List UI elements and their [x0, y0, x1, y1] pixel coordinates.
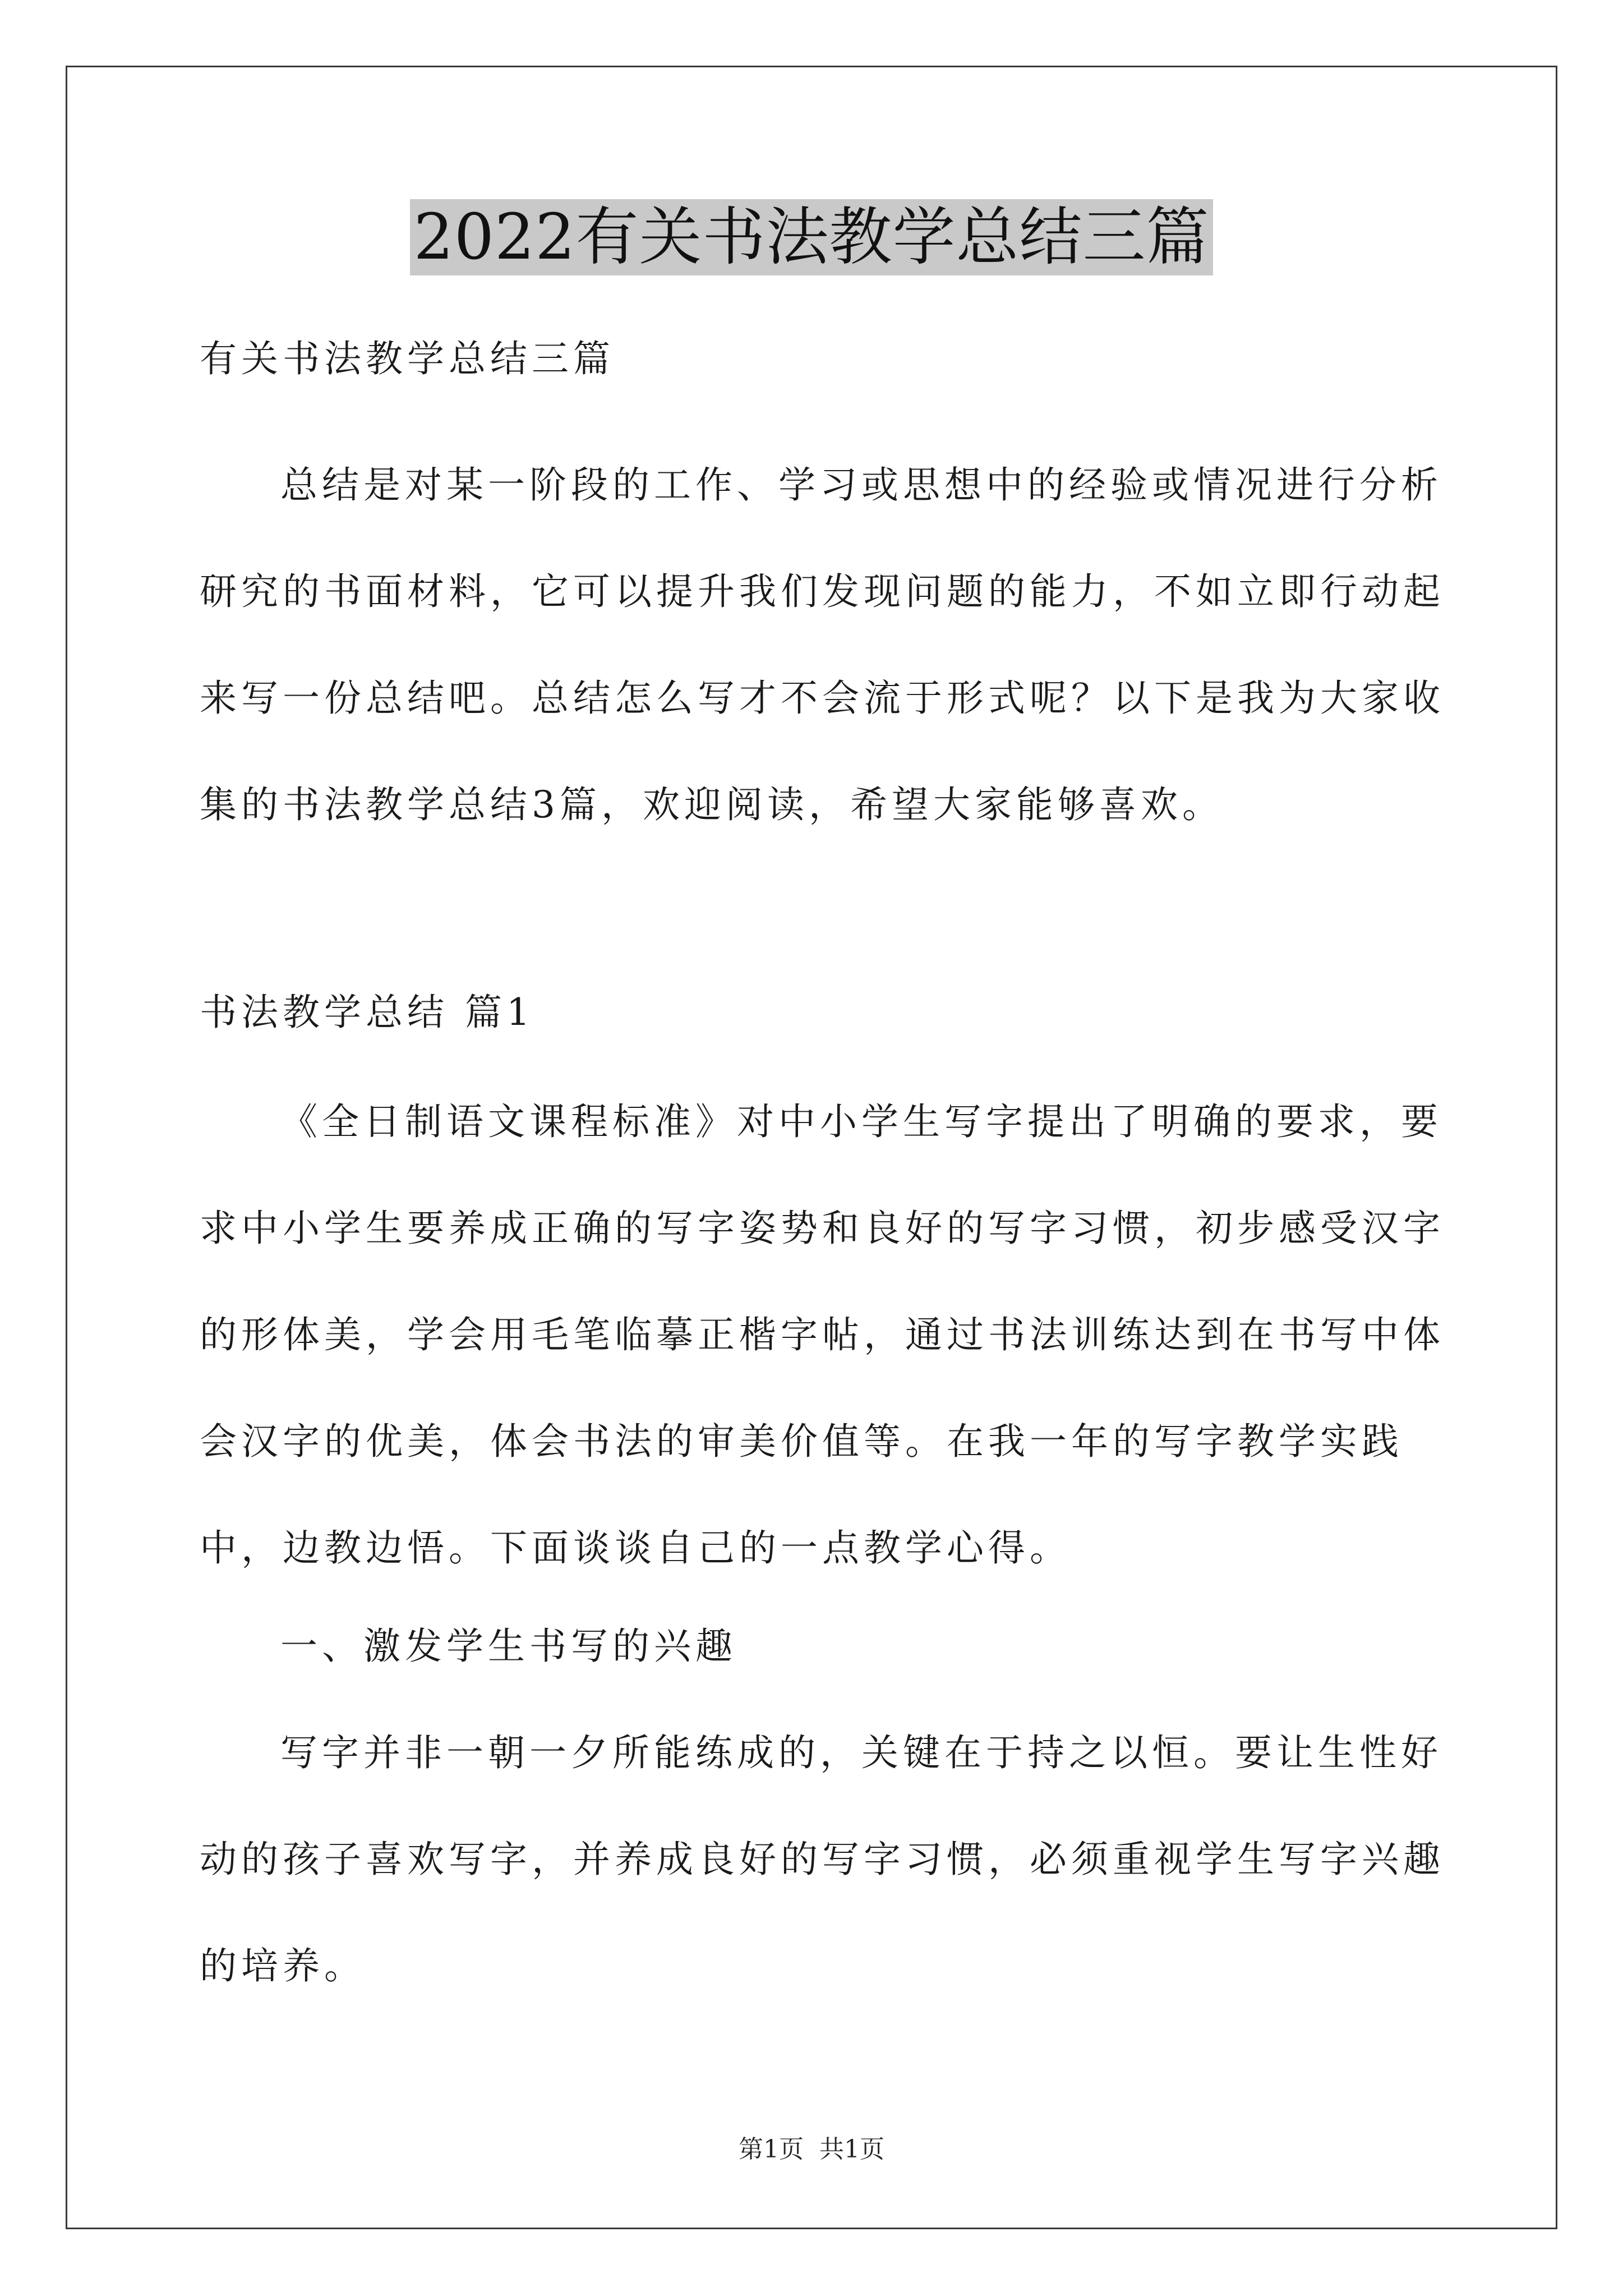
- page-number: 第1页: [739, 2135, 804, 2164]
- page-footer: [0, 2129, 1623, 2165]
- section-point-heading: 一、激发学生书写的兴趣: [280, 1625, 737, 1668]
- document-subtitle: 有关书法教学总结三篇: [200, 337, 615, 380]
- document-title: 2022有关书法教学总结三篇: [410, 199, 1212, 275]
- section-paragraph-1: 《全日制语文课程标准》对中小学生写字提出了明确的要求，要求中小学生要养成正确的写字姿势和良好的写字习惯，初步感受汉字的形体美，学会用毛笔临摹正楷字帖，通过书法训练达到在书写中体会汉字的优美，体会书法的审美价值等。在我一年的写字教学实践中，边教边悟。下面谈谈自己的一点教学心得。: [200, 1100, 1445, 1570]
- page-total: 共1页: [819, 2135, 884, 2164]
- section-paragraph-2: 写字并非一朝一夕所能练成的，关键在于持之以恒。要让生性好动的孩子喜欢写字，并养成良好的写字习惯，必须重视学生写字兴趣的培养。: [200, 1731, 1445, 1987]
- intro-paragraph: 总结是对某一阶段的工作、学习或思想中的经验或情况进行分析研究的书面材料，它可以提升我们发现问题的能力，不如立即行动起来写一份总结吧。总结怎么写才不会流于形式呢？以下是我为大家收集的书法教学总结3篇，欢迎阅读，希望大家能够喜欢。: [200, 463, 1445, 826]
- title-container: [0, 199, 1623, 275]
- section-heading: 书法教学总结 篇1: [200, 991, 534, 1034]
